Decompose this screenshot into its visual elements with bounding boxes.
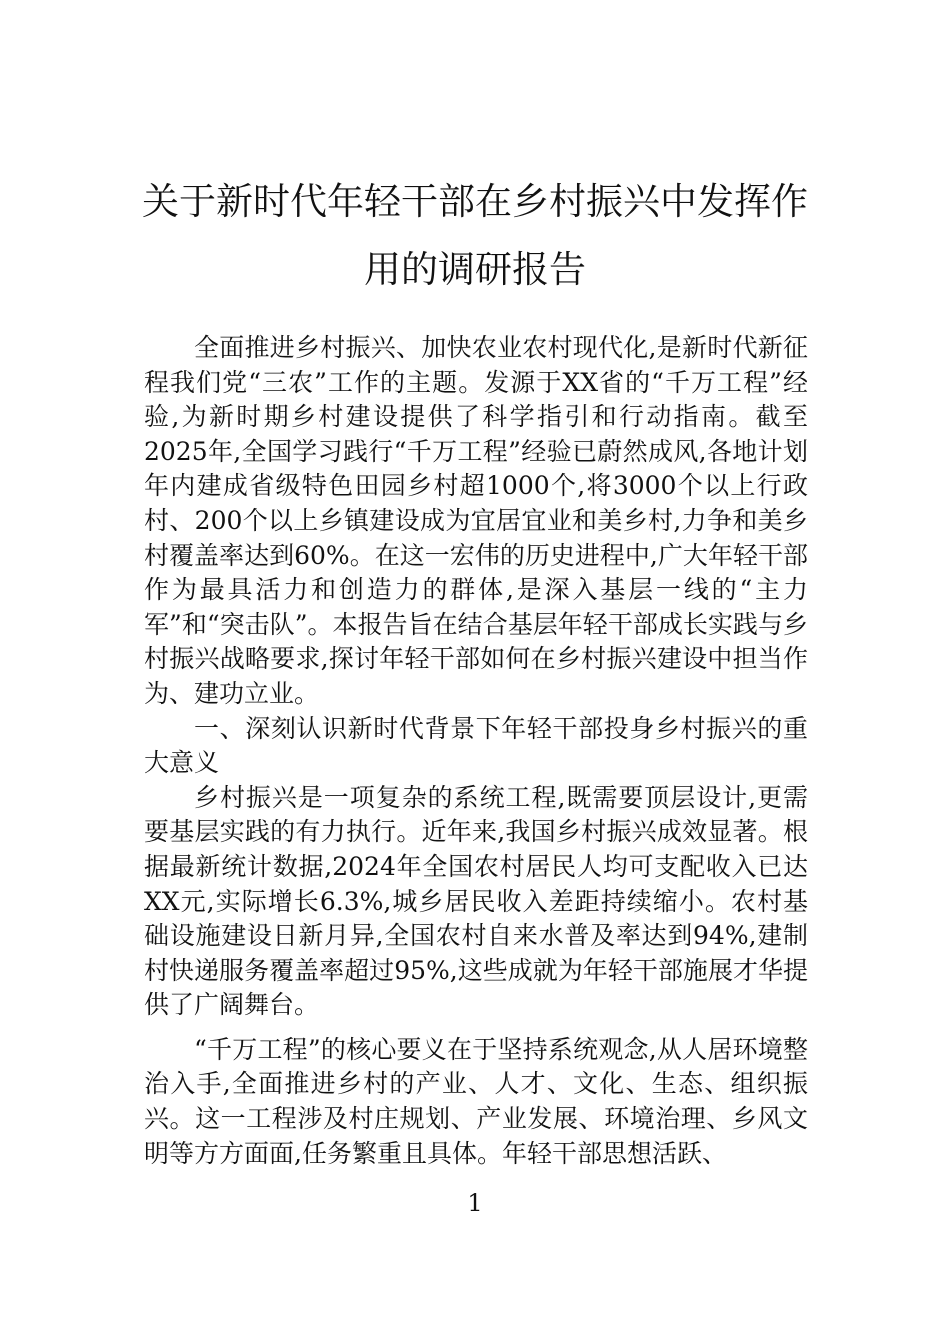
- title-line-1: 关于新时代年轻干部在乡村振兴中发挥作: [142, 180, 808, 223]
- body-paragraph-1: 乡村振兴是一项复杂的系统工程,既需要顶层设计,更需要基层实践的有力执行。近年来,我国乡村振兴成效显著。根据最新统计数据,2024年全国农村居民人均可支配收入已达XX元,实际增长6.3%,城乡居民收入差距持续缩小。农村基础设施建设日新月异,全国农村自来水普及率达到94%,建制村快递服务覆盖率超过95%,这些成就为年轻干部施展才华提供了广阔舞台。: [144, 782, 808, 1020]
- document-body: [144, 331, 808, 1171]
- page-number: 1: [467, 1189, 483, 1217]
- intro-paragraph: 全面推进乡村振兴、加快农业农村现代化,是新时代新征程我们党“三农”工作的主题。发源于XX省的“千万工程”经验,为新时期乡村建设提供了科学指引和行动指南。截至2025年,全国学习践行“千万工程”经验已蔚然成风,各地计划年内建成省级特色田园乡村超1000个,将3000个以上行政村、200个以上乡镇建设成为宜居宜业和美乡村,力争和美乡村覆盖率达到60%。在这一宏伟的历史进程中,广大年轻干部作为最具活力和创造力的群体,是深入基层一线的“主力军”和“突击队”。本报告旨在结合基层年轻干部成长实践与乡村振兴战略要求,探讨年轻干部如何在乡村振兴建设中担当作为、建功立业。: [144, 333, 808, 708]
- title-line-2: 用的调研报告: [364, 248, 586, 291]
- document-title: [140, 168, 810, 304]
- body-paragraph-2: “千万工程”的核心要义在于坚持系统观念,从人居环境整治入手,全面推进乡村的产业、人才、文化、生态、组织振兴。这一工程涉及村庄规划、产业发展、环境治理、乡风文明等方方面面,任务繁重且具体。年轻干部思想活跃、: [144, 1034, 808, 1168]
- section-heading-1: 一、深刻认识新时代背景下年轻干部投身乡村振兴的重大意义: [144, 713, 808, 778]
